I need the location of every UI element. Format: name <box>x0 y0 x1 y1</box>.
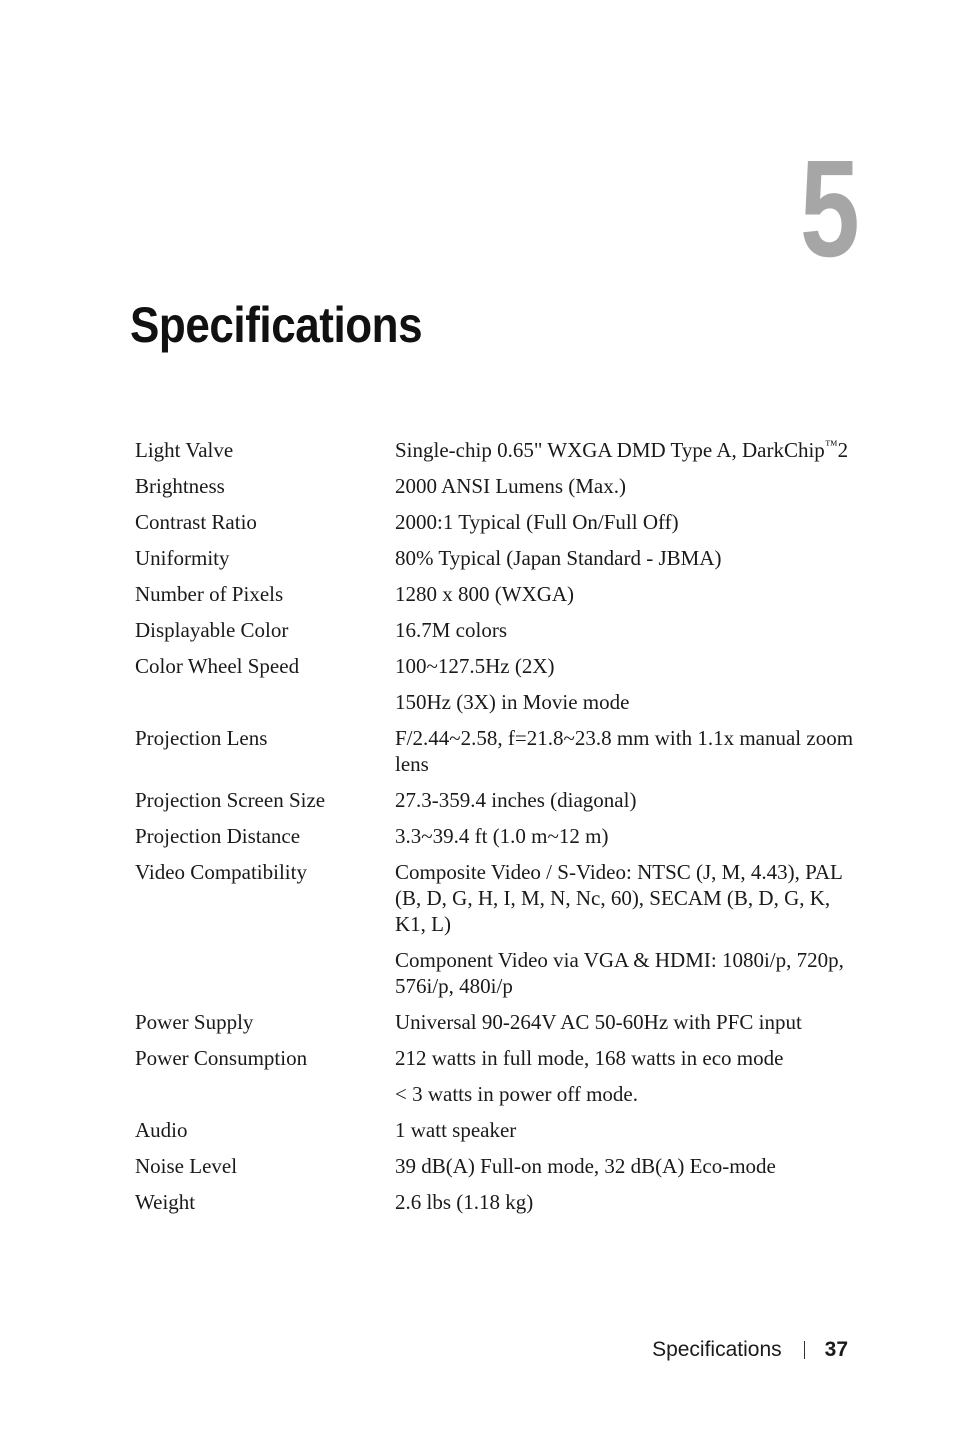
spec-row <box>135 1153 865 1179</box>
spec-label: Number of Pixels <box>135 582 284 606</box>
spec-values <box>395 787 865 813</box>
spec-label: Contrast Ratio <box>135 510 257 534</box>
spec-value: 150Hz (3X) in Movie mode <box>395 690 630 714</box>
spec-values <box>395 823 865 849</box>
spec-value: 27.3-359.4 inches (diagonal) <box>395 788 637 812</box>
spec-label: Noise Level <box>135 1154 238 1178</box>
specifications-table <box>135 437 865 1225</box>
spec-values <box>395 581 865 607</box>
spec-values <box>395 1045 865 1107</box>
spec-value: 2.6 lbs (1.18 kg) <box>395 1190 534 1214</box>
page-title: Specifications <box>130 297 423 353</box>
spec-label: Brightness <box>135 474 225 498</box>
spec-row <box>135 859 865 999</box>
spec-row <box>135 1045 865 1107</box>
spec-values <box>395 859 865 999</box>
spec-values <box>395 473 865 499</box>
spec-label: Projection Lens <box>135 726 268 750</box>
spec-label: Displayable Color <box>135 618 289 642</box>
spec-value: < 3 watts in power off mode. <box>395 1082 638 1106</box>
spec-values <box>395 725 865 777</box>
spec-label: Projection Distance <box>135 824 301 848</box>
spec-label: Light Valve <box>135 438 234 462</box>
page-footer <box>652 1338 848 1362</box>
spec-label: Color Wheel Speed <box>135 654 300 678</box>
spec-label: Audio <box>135 1118 188 1142</box>
spec-row <box>135 653 865 715</box>
spec-value: 1 watt speaker <box>395 1118 517 1142</box>
footer-divider <box>804 1341 805 1359</box>
spec-row <box>135 581 865 607</box>
spec-label: Video Compatibility <box>135 860 307 884</box>
spec-values <box>395 1153 865 1179</box>
spec-row <box>135 437 865 463</box>
spec-value: Universal 90-264V AC 50-60Hz with PFC input <box>395 1010 802 1034</box>
spec-label: Power Consumption <box>135 1046 308 1070</box>
spec-values <box>395 545 865 571</box>
spec-values <box>395 509 865 535</box>
spec-row <box>135 1117 865 1143</box>
chapter-number: 5 <box>800 132 860 286</box>
spec-value: 2000 ANSI Lumens (Max.) <box>395 474 626 498</box>
spec-value: 212 watts in full mode, 168 watts in eco mode <box>395 1046 784 1070</box>
spec-values <box>395 1189 865 1215</box>
spec-value: 16.7M colors <box>395 618 507 642</box>
spec-value: 39 dB(A) Full-on mode, 32 dB(A) Eco-mode <box>395 1154 776 1178</box>
spec-value: Single-chip 0.65" WXGA DMD Type A, DarkChip™2 <box>395 437 849 462</box>
spec-row <box>135 473 865 499</box>
spec-value: 100~127.5Hz (2X) <box>395 654 555 678</box>
spec-value: Component Video via VGA & HDMI: 1080i/p, 720p, 576i/p, 480i/p <box>395 948 844 998</box>
spec-values <box>395 437 865 463</box>
spec-row <box>135 1009 865 1035</box>
page-number: 37 <box>824 1338 848 1361</box>
spec-label: Weight <box>135 1190 196 1214</box>
spec-row <box>135 725 865 777</box>
spec-values <box>395 617 865 643</box>
spec-label: Power Supply <box>135 1010 254 1034</box>
spec-row <box>135 1189 865 1215</box>
spec-value: 1280 x 800 (WXGA) <box>395 582 575 606</box>
spec-values <box>395 1117 865 1143</box>
spec-value: Composite Video / S-Video: NTSC (J, M, 4.43), PAL (B, D, G, H, I, M, N, Nc, 60), SECAM (B, D, G, K, K1, L) <box>395 860 843 936</box>
footer-section-title: Specifications <box>652 1338 782 1361</box>
spec-row <box>135 787 865 813</box>
spec-values <box>395 653 865 715</box>
spec-value: 2000:1 Typical (Full On/Full Off) <box>395 510 679 534</box>
spec-value: 3.3~39.4 ft (1.0 m~12 m) <box>395 824 609 848</box>
spec-value: 80% Typical (Japan Standard - JBMA) <box>395 546 722 570</box>
spec-label: Uniformity <box>135 546 230 570</box>
spec-row <box>135 509 865 535</box>
spec-row <box>135 823 865 849</box>
spec-values <box>395 1009 865 1035</box>
spec-row <box>135 545 865 571</box>
spec-row <box>135 617 865 643</box>
spec-label: Projection Screen Size <box>135 788 326 812</box>
spec-value: F/2.44~2.58, f=21.8~23.8 mm with 1.1x manual zoom lens <box>395 726 854 776</box>
